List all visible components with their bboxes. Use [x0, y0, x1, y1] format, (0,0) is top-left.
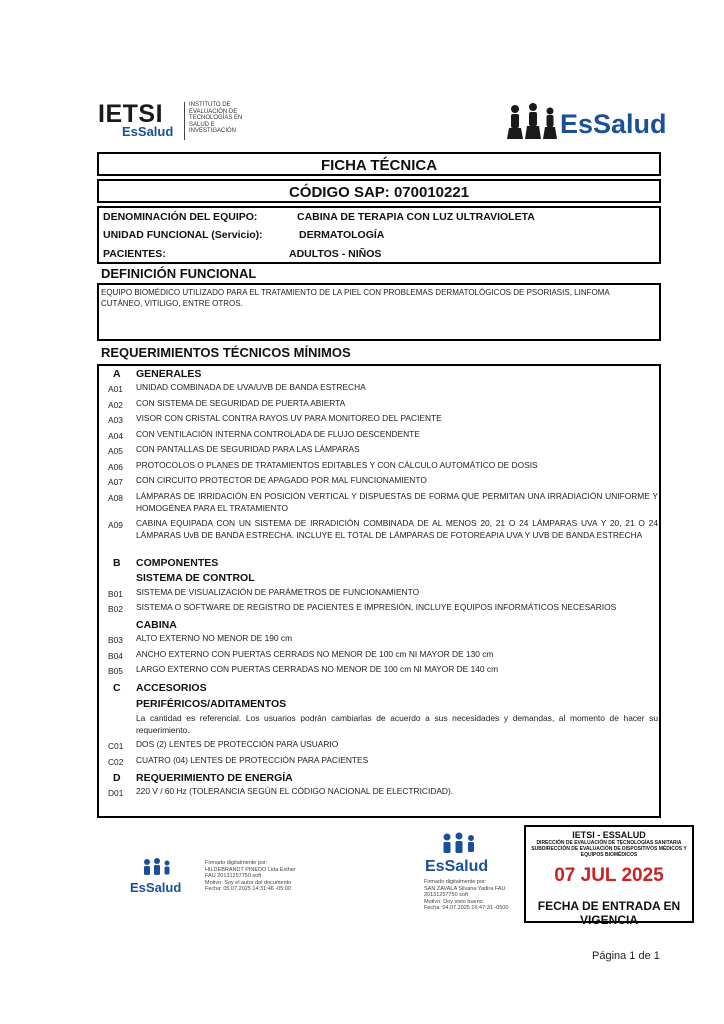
functional-definition-box	[97, 283, 661, 341]
equipment-value: CABINA DE TERAPIA CON LUZ ULTRAVIOLETA	[297, 211, 535, 223]
essalud-family-icon	[505, 103, 561, 141]
requirements-heading: REQUERIMIENTOS TÉCNICOS MÍNIMOS	[101, 345, 351, 360]
item-code: A04	[108, 431, 123, 441]
unit-value: DERMATOLOGÍA	[299, 229, 385, 241]
essalud-small-text: EsSalud	[130, 880, 182, 895]
item-text: DOS (2) LENTES DE PROTECCIÓN PARA USUARIO	[136, 739, 339, 749]
section-title-energia: REQUERIMIENTO DE ENERGÍA	[136, 772, 293, 784]
code-box	[97, 179, 661, 203]
item-code: B05	[108, 666, 123, 676]
stamp-title: IETSI - ESSALUD	[572, 830, 646, 840]
item-text: UNIDAD COMBINADA DE UVA/UVB DE BANDA ESTRECHA	[136, 382, 366, 392]
patients-value: ADULTOS - NIÑOS	[289, 248, 382, 260]
item-text: CON CIRCUITO PROTECTOR DE APAGADO POR MAL FUNCIONAMIENTO	[136, 475, 427, 485]
item-code: A01	[108, 384, 123, 394]
ietsi-institute-text: INSTITUTO DE EVALUACIÓN DE TECNOLOGÍAS EN SALUD E INVESTIGACIÓN	[189, 102, 243, 134]
section-letter-c: C	[113, 682, 121, 694]
functional-definition-heading: DEFINICIÓN FUNCIONAL	[101, 266, 257, 281]
essalud-mid-text: EsSalud	[425, 858, 489, 875]
item-text: ALTO EXTERNO NO MENOR DE 190 cm	[136, 633, 293, 643]
item-code: B03	[108, 635, 123, 645]
equipment-info-box	[97, 206, 661, 264]
validity-stamp	[524, 825, 694, 927]
item-text: CABINA EQUIPADA CON UN SISTEMA DE IRRADICIÓN COMBINADA DE AL MENOS 20, 21 O 24 LÁMPARAS UVA Y 20, 21 O 24 LÁMPARAS UvB DE BANDA ESTRECHA. INCLUYE EL TOTAL DE LÁMPARAS DE FOTOREAPIA UVA Y UVB DE BANDA ESTRECHA	[136, 518, 658, 540]
page-title: FICHA TÉCNICA	[320, 157, 438, 174]
ietsi-logo	[98, 100, 248, 144]
sap-code: CÓDIGO SAP: 070010221	[288, 184, 470, 201]
subsection-control: SISTEMA DE CONTROL	[136, 572, 255, 584]
essalud-family-icon	[439, 832, 479, 858]
stamp-label: FECHA DE ENTRADA EN VIGENCIA	[537, 899, 681, 927]
subsection-perifericos: PERIFÉRICOS/ADITAMENTOS	[136, 698, 287, 710]
item-code: A07	[108, 477, 123, 487]
requirements-box	[97, 364, 661, 818]
section-title-accesorios: ACCESORIOS	[136, 682, 207, 694]
stamp-subtitle: DIRECCIÓN DE EVALUACIÓN DE TECNOLOGÍAS SANITARIA SUBDIRECCIÓN DE EVALUACIÓN DE DISPOSITIVOS MÉDICOS Y EQUIPOS BIOMÉDICOS	[531, 840, 687, 858]
essalud-family-icon	[140, 858, 174, 880]
item-code: A02	[108, 400, 123, 410]
functional-definition-text: EQUIPO BIOMÉDICO UTILIZADO PARA EL TRATAMIENTO DE LA PIEL CON PROBLEMAS DERMATOLÓGICOS DE PSORIASIS, LINFOMA CUTÁNEO, VITILIGO, ENTRE OTROS.	[101, 288, 610, 308]
stamp-date: 07 JUL 2025	[554, 865, 664, 886]
unit-label: UNIDAD FUNCIONAL (Servicio):	[103, 229, 263, 241]
section-title-generales: GENERALES	[136, 368, 202, 380]
item-code: A05	[108, 446, 123, 456]
item-code: B02	[108, 604, 123, 614]
item-code: B01	[108, 589, 123, 599]
item-code: D01	[108, 788, 124, 798]
section-letter-b: B	[113, 557, 121, 569]
section-title-componentes: COMPONENTES	[136, 557, 219, 569]
section-letter-d: D	[113, 772, 121, 784]
item-text: VISOR CON CRISTAL CONTRA RAYOS UV PARA MONITOREO DEL PACIENTE	[136, 413, 442, 423]
item-text: SISTEMA DE VISUALIZACIÓN DE PARÁMETROS DE FUNCIONAMIENTO	[136, 587, 420, 597]
equipment-label: DENOMINACIÓN DEL EQUIPO:	[103, 211, 258, 223]
item-text: LARGO EXTERNO CON PUERTAS CERRADAS NO MENOR DE 100 cm NI MAYOR DE 140 cm	[136, 664, 499, 674]
ietsi-logo-essalud: EsSalud	[122, 124, 174, 139]
signature-2-logo	[425, 832, 495, 880]
item-text: SISTEMA O SOFTWARE DE REGISTRO DE PACIENTES E IMPRESIÓN, INCLUYE EQUIPOS INFORMÁTICOS NECESARIOS	[136, 602, 617, 612]
item-text: CON SISTEMA DE SEGURIDAD DE PUERTA ABIERTA	[136, 398, 346, 408]
subsection-cabina: CABINA	[136, 619, 177, 631]
section-letter-a: A	[113, 368, 121, 380]
accessories-note: La cantidad es referencial. Los usuarios podrán cambiarlas de acuerdo a sus necesidades y demandas, al momento de hacer su requerimiento.	[136, 713, 658, 735]
item-code: A03	[108, 415, 123, 425]
logo-divider	[184, 102, 185, 140]
item-text: 220 V / 60 Hz (TOLERANCIA SEGÚN EL CÓDIGO NACIONAL DE ELECTRICIDAD).	[136, 786, 454, 796]
title-box	[97, 152, 661, 176]
item-text: ANCHO EXTERNO CON PUERTAS CERRADS NO MENOR DE 100 cm NI MAYOR DE 130 cm	[136, 649, 494, 659]
item-code: B04	[108, 651, 123, 661]
item-code: A06	[108, 462, 123, 472]
ietsi-logo-text: IETSI	[98, 100, 164, 128]
signature-2-text: Firmado digitalmente por: SAN ZAVALA Silvana Yadira FAU 20131257750 soft Motivo: Doy visto bueno. Fecha: 04.07.2025 16:47:31 -0500	[424, 879, 509, 911]
item-code: A09	[108, 520, 123, 530]
essalud-logo	[505, 103, 665, 143]
item-text: LÁMPARAS DE IRRIDACIÓN EN POSICIÓN VERTICAL Y DISPUESTAS DE FORMA QUE PERMITAN UNA IRRADIACIÓN UNIFORME Y HOMOGÉNEA PARA EL TRATAMIENTO	[136, 491, 658, 513]
item-text: CON VENTILACIÓN INTERNA CONTROLADA DE FLUJO DESCENDENTE	[136, 429, 420, 439]
item-text: CUATRO (04) LENTES DE PROTECCIÓN PARA PACIENTES	[136, 755, 369, 765]
signature-1-logo	[130, 858, 190, 900]
signature-1-text: Firmado digitalmente por: HILDEBRANDT PINEDO Lida Esther FAU 20131257750 soft Motivo: Soy el autor del documento Fecha: 05.07.2025 14:31:46 -05:00	[205, 860, 296, 892]
item-text: CON PANTALLAS DE SEGURIDAD PARA LAS LÁMPARAS	[136, 444, 360, 454]
page-number: Página 1 de 1	[592, 950, 660, 962]
patients-label: PACIENTES:	[103, 248, 166, 260]
item-code: C02	[108, 757, 124, 767]
essalud-logo-text: EsSalud	[560, 109, 667, 139]
item-code: C01	[108, 741, 124, 751]
item-text: PROTOCOLOS O PLANES DE TRATAMIENTOS EDITABLES Y CON CÁLCULO AUTOMÁTICO DE DOSIS	[136, 460, 538, 470]
item-code: A08	[108, 493, 123, 503]
